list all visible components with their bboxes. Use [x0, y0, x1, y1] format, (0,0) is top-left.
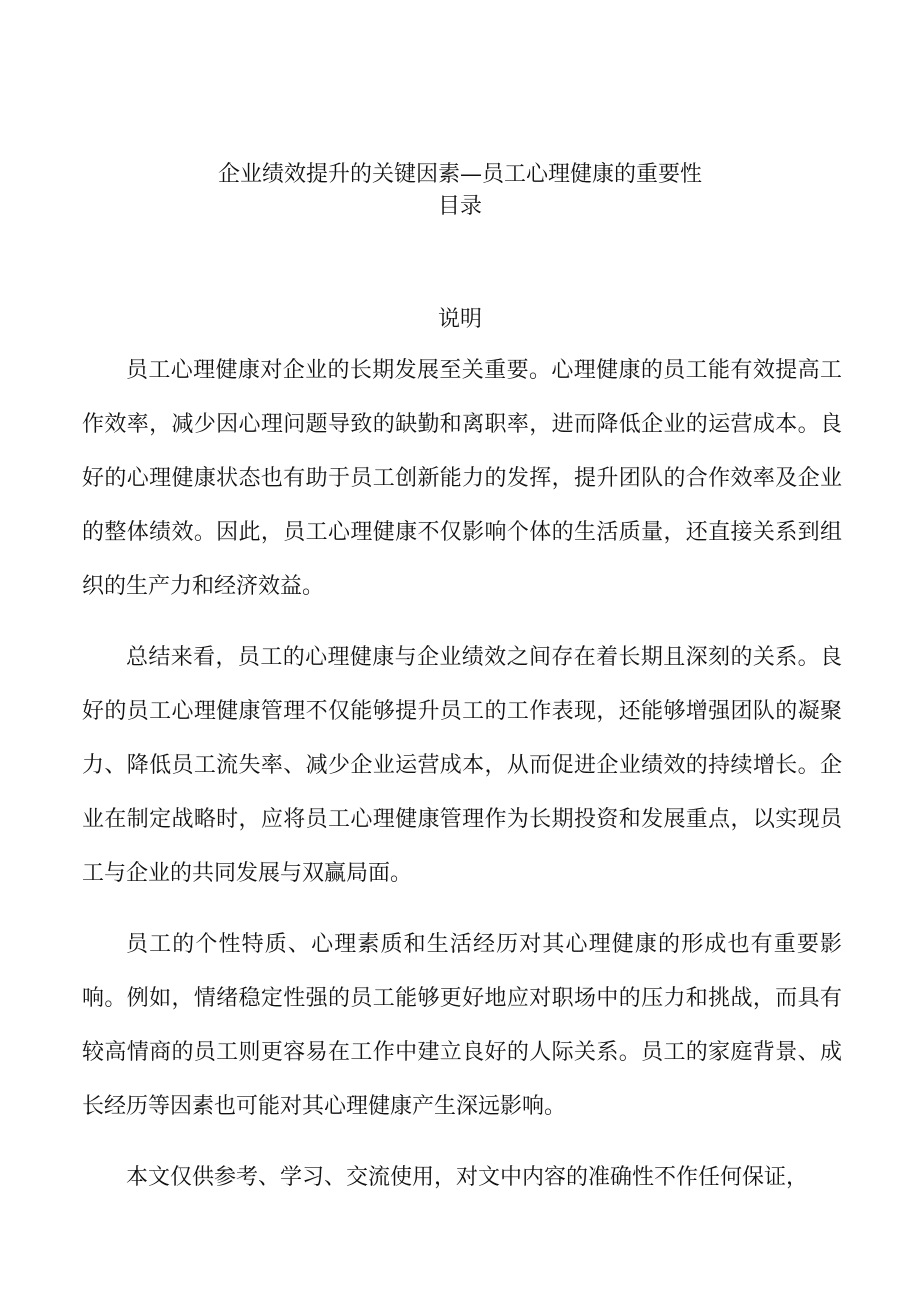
paragraph-2: 总结来看，员工的心理健康与企业绩效之间存在着长期且深刻的关系。良好的员工心理健康管理不仅能够提升员工的工作表现，还能够增强团队的凝聚力、降低员工流失率、减少企业运营成本，从而促进企业绩效的持续增长。企业在制定战略时，应将员工心理健康管理作为长期投资和发展重点，以实现员工与企业的共同发展与双赢局面。: [82, 645, 842, 886]
paragraph-3: 员工的个性特质、心理素质和生活经历对其心理健康的形成也有重要影响。例如，情绪稳定性强的员工能够更好地应对职场中的压力和挑战，而具有较高情商的员工则更容易在工作中建立良好的人际关系。员工的家庭背景、成长经历等因素也可能对其心理健康产生深远影响。: [82, 932, 842, 1119]
section-heading-explanation: 说明: [437, 307, 482, 332]
paragraph-1: 员工心理健康对企业的长期发展至关重要。心理健康的员工能有效提高工作效率，减少因心理问题导致的缺勤和离职率，进而降低企业的运营成本。良好的心理健康状态也有助于员工创新能力的发挥，提升团队的合作效率及企业的整体绩效。因此，员工心理健康不仅影响个体的生活质量，还直接关系到组织的生产力和经济效益。: [82, 358, 842, 599]
document-body: [82, 344, 842, 1222]
document-title: 企业绩效提升的关键因素—员工心理健康的重要性: [217, 162, 702, 187]
paragraph-4: 本文仅供参考、学习、交流使用，对文中内容的准确性不作任何保证，: [126, 1165, 809, 1190]
table-of-contents-heading: 目录: [437, 194, 482, 219]
